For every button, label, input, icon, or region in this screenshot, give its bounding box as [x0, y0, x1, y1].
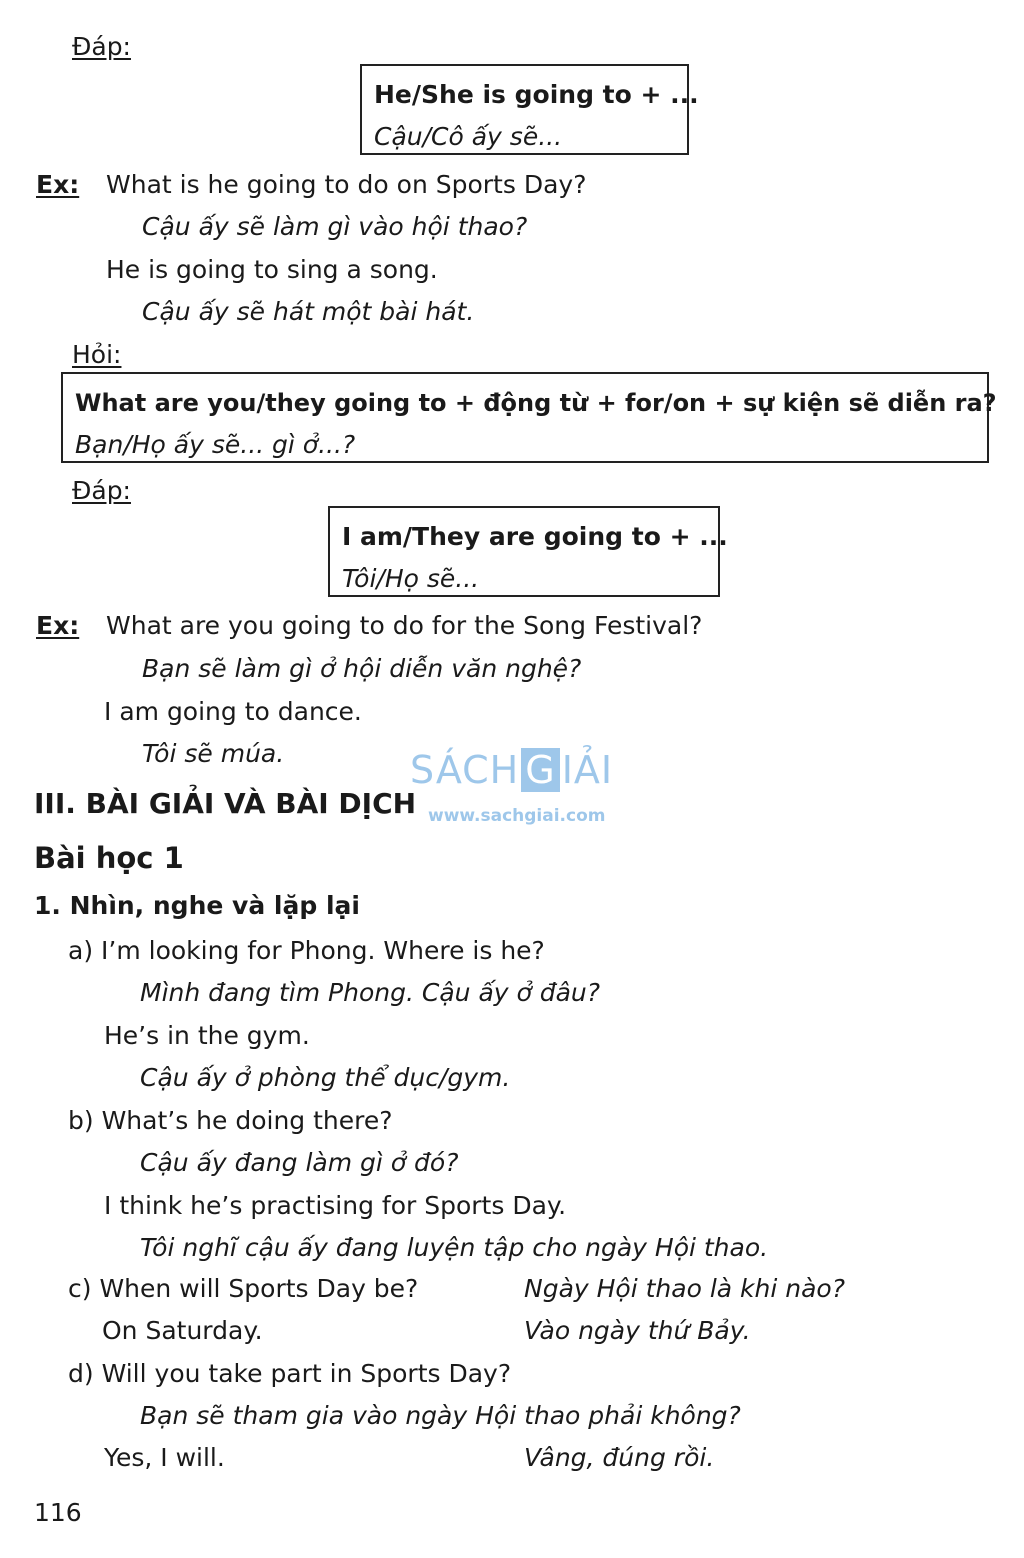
pattern-structure: I am/They are going to + ...: [342, 522, 728, 551]
pattern-box: [328, 506, 728, 597]
pattern-translation: Cậu/Cô ấy sẽ...: [374, 122, 563, 151]
page-number: 116: [34, 1498, 82, 1527]
section-title: III. BÀI GIẢI VÀ BÀI DỊCH: [34, 787, 417, 820]
example-answer-translation: Cậu ấy sẽ hát một bài hát.: [142, 297, 475, 326]
example-answer: I am going to dance.: [104, 697, 362, 726]
watermark: [410, 730, 620, 830]
pattern-box: [61, 372, 997, 463]
dialogue-translation: Vào ngày thứ Bảy.: [524, 1316, 751, 1345]
dialogue-line: c) When will Sports Day be?: [68, 1274, 419, 1303]
question-label: Hỏi:: [72, 340, 122, 369]
answer-label: Đáp:: [72, 476, 131, 505]
dialogue-line: Yes, I will.: [104, 1443, 225, 1472]
example-label: Ex:: [36, 611, 80, 640]
exercise-title: 1. Nhìn, nghe và lặp lại: [34, 891, 360, 920]
example-question: What is he going to do on Sports Day?: [106, 170, 587, 199]
answer-label: Đáp:: [72, 32, 131, 61]
dialogue-translation: Vâng, đúng rồi.: [524, 1443, 715, 1472]
dialogue-translation: Bạn sẽ tham gia vào ngày Hội thao phải không?: [140, 1401, 741, 1430]
dialogue-line: d) Will you take part in Sports Day?: [68, 1359, 512, 1388]
dialogue-line: a) I’m looking for Phong. Where is he?: [68, 936, 545, 965]
dialogue-line: He’s in the gym.: [104, 1021, 310, 1050]
dialogue-translation: Cậu ấy ở phòng thể dục/gym.: [140, 1063, 511, 1092]
watermark-url: www.sachgiai.com: [428, 806, 606, 826]
example-answer-translation: Tôi sẽ múa.: [142, 739, 285, 768]
example-label: Ex:: [36, 170, 80, 199]
dialogue-line: I think he’s practising for Sports Day.: [104, 1191, 567, 1220]
example-question-translation: Cậu ấy sẽ làm gì vào hội thao?: [142, 212, 528, 241]
pattern-translation: Tôi/Họ sẽ...: [342, 564, 480, 593]
example-answer: He is going to sing a song.: [106, 255, 438, 284]
dialogue-translation: Cậu ấy đang làm gì ở đó?: [140, 1148, 459, 1177]
dialogue-line: b) What’s he doing there?: [68, 1106, 393, 1135]
dialogue-translation: Mình đang tìm Phong. Cậu ấy ở đâu?: [140, 978, 601, 1007]
lesson-title: Bài học 1: [34, 841, 184, 875]
pattern-structure: He/She is going to + ...: [374, 80, 699, 109]
example-question: What are you going to do for the Song Festival?: [106, 611, 703, 640]
pattern-structure: What are you/they going to + động từ + for/on + sự kiện sẽ diễn ra?: [75, 389, 997, 417]
dialogue-line: On Saturday.: [102, 1316, 263, 1345]
pattern-translation: Bạn/Họ ấy sẽ... gì ở...?: [75, 430, 356, 459]
dialogue-translation: Tôi nghĩ cậu ấy đang luyện tập cho ngày Hội thao.: [140, 1233, 769, 1262]
pattern-box: [360, 64, 699, 155]
example-question-translation: Bạn sẽ làm gì ở hội diễn văn nghệ?: [142, 654, 582, 683]
watermark-logo: SÁCH G IẢI: [410, 748, 614, 792]
dialogue-translation: Ngày Hội thao là khi nào?: [524, 1274, 845, 1303]
